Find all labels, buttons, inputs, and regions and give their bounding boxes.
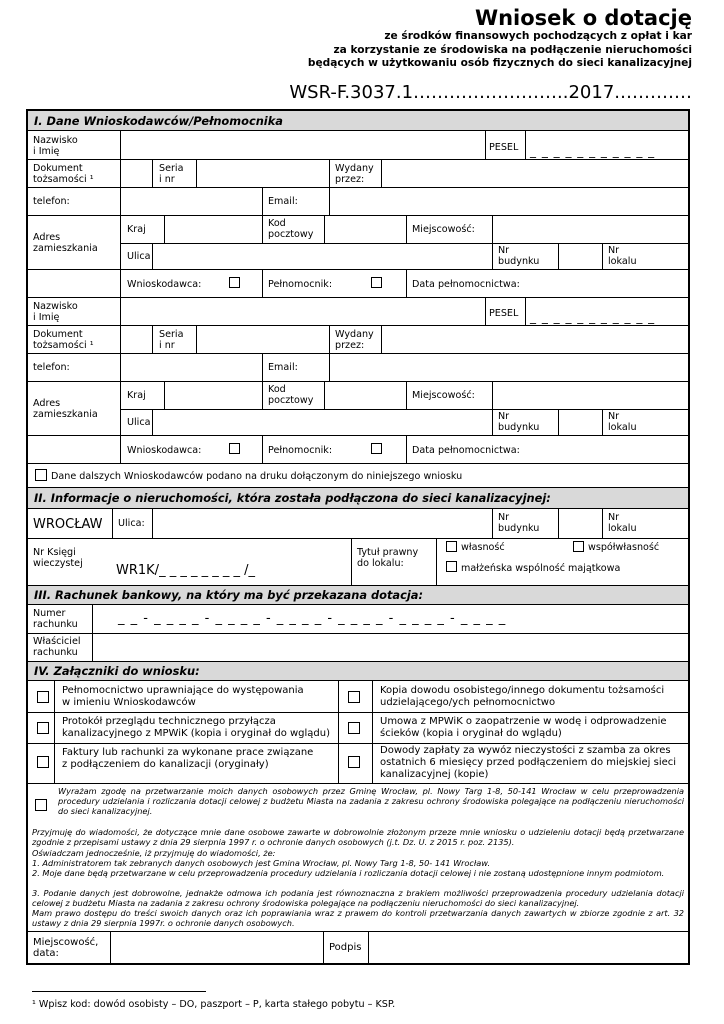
id-series-label: Seria i nr <box>159 163 184 185</box>
more-applicants-checkbox[interactable] <box>35 469 47 481</box>
name-label: Nazwisko i Imię <box>33 301 78 323</box>
section-1-header: I. Dane Wnioskodawców/Pełnomocnika <box>28 111 688 131</box>
id-series-label: Seria i nr <box>159 329 184 351</box>
id-issued-by-label: Wydany przez: <box>335 329 374 351</box>
ownership-label: własność <box>461 542 505 553</box>
name-label: Nazwisko i Imię <box>33 135 78 157</box>
section-3-header: III. Rachunek bankowy, na który ma być przekazana dotacja: <box>28 585 688 605</box>
attachment-4-checkbox[interactable] <box>348 691 360 703</box>
consent-checkbox[interactable] <box>35 799 47 811</box>
attachment-6-checkbox[interactable] <box>348 756 360 768</box>
legal-title-label: Tytuł prawny do lokalu: <box>357 547 419 569</box>
pesel-field[interactable]: _ _ _ _ _ _ _ _ _ _ _ <box>530 144 656 158</box>
attachment-1-label: Pełnomocnictwo uprawniające do występowania w imieniu Wnioskodawców <box>62 685 304 708</box>
application-form <box>26 109 690 965</box>
proxy-date-label: Data pełnomocnictwa: <box>412 445 520 456</box>
property-street-label: Ulica: <box>118 518 145 529</box>
email-label: Email: <box>268 362 298 373</box>
attachment-5-label: Umowa z MPWiK o zaopatrzenie w wodę i odprowadzenie ścieków (kopia i oryginał do wglądu) <box>380 716 667 739</box>
building-no-label: Nr budynku <box>498 411 540 433</box>
pesel-field[interactable]: _ _ _ _ _ _ _ _ _ _ _ <box>530 310 656 324</box>
attachment-2-checkbox[interactable] <box>37 722 49 734</box>
section-2-header: II. Informacje o nieruchomości, która została podłączona do sieci kanalizacyjnej: <box>28 487 688 509</box>
attachment-6-label: Dowody zapłaty za wywóz nieczystości z szamba za okres ostatnich 6 miesięcy przed podłączeniem do miejskiej sieci kanalizacyjnej (kopie) <box>380 745 677 780</box>
data-info-point-2: 2. Moje dane będą przetwarzane w celu przeprowadzenia procedury udzielania i rozliczania dotacji celowej i nie zostaną udostępnione innym podmiotom. <box>32 868 665 878</box>
proxy-role-label: Pełnomocnik: <box>268 279 333 290</box>
header-line-2: za korzystanie ze środowiska na podłączenie nieruchomości <box>333 44 692 56</box>
proxy-date-label: Data pełnomocnictwa: <box>412 279 520 290</box>
account-owner-label: Właściciel rachunku <box>33 636 81 658</box>
attachment-2-label: Protokół przeglądu technicznego przyłącza kanalizacyjnego z MPWiK (kopia i oryginał do wglądu) <box>62 716 331 739</box>
proxy-checkbox[interactable] <box>371 277 382 288</box>
country-label: Kraj <box>127 390 146 401</box>
data-info-statement: Oświadczam jednocześnie, iż przyjmuję do wiadomości, że: <box>32 848 276 858</box>
street-label: Ulica <box>127 417 151 428</box>
land-register-field[interactable]: WR1K/_ _ _ _ _ _ _ _ /_ <box>116 563 256 578</box>
phone-label: telefon: <box>33 196 70 207</box>
applicant-role-label: Wnioskodawca: <box>127 279 202 290</box>
place-date-label: Miejscowość, data: <box>33 937 99 959</box>
property-apartment-no-label: Nr lokalu <box>608 512 637 534</box>
header-line-1: ze środków finansowych pochodzących z opłat i kar <box>384 30 692 42</box>
attachment-3-checkbox[interactable] <box>37 756 49 768</box>
ownership-checkbox[interactable] <box>446 541 457 552</box>
address-label: Adres zamieszkania <box>33 232 98 254</box>
co-ownership-label: współwłasność <box>588 542 660 553</box>
postal-code-label: Kod pocztowy <box>268 384 314 406</box>
postal-code-label: Kod pocztowy <box>268 218 314 240</box>
section-4-header: IV. Załączniki do wniosku: <box>28 661 688 681</box>
attachment-1-checkbox[interactable] <box>37 691 49 703</box>
property-building-no-label: Nr budynku <box>498 512 540 534</box>
signature-label: Podpis <box>329 942 362 953</box>
account-number-field[interactable]: _ _ - _ _ _ _ - _ _ _ _ - _ _ _ _ - _ _ _ _ - _ _ _ _ - _ _ _ _ <box>118 611 507 626</box>
reference-number: WSR-F.3037.1……………………..2017.………… <box>289 82 692 103</box>
email-label: Email: <box>268 196 298 207</box>
address-label: Adres zamieszkania <box>33 398 98 420</box>
building-no-label: Nr budynku <box>498 245 540 267</box>
marital-property-label: małżeńska wspólność majątkowa <box>461 563 621 574</box>
attachment-3-label: Faktury lub rachunki za wykonane prace związane z podłączeniem do kanalizacji (oryginały) <box>62 747 314 770</box>
id-document-label: Dokument tożsamości ¹ <box>33 329 94 351</box>
id-issued-by-label: Wydany przez: <box>335 163 374 185</box>
more-applicants-label: Dane dalszych Wnioskodawców podano na druku dołączonym do niniejszego wniosku <box>51 471 463 482</box>
applicant-role-label: Wnioskodawca: <box>127 445 202 456</box>
city-label: Miejscowość: <box>412 390 475 401</box>
pesel-label: PESEL <box>489 142 519 153</box>
data-info-point-1: 1. Administratorem tak zebranych danych osobowych jest Gmina Wrocław, pl. Nowy Targ 1-8, 50- 141 Wrocław. <box>32 858 491 868</box>
header-line-3: będących w użytkowaniu osób fizycznych do sieci kanalizacyjnej <box>307 57 692 69</box>
pesel-label: PESEL <box>489 308 519 319</box>
street-label: Ulica <box>127 251 151 262</box>
co-ownership-checkbox[interactable] <box>573 541 584 552</box>
attachment-5-checkbox[interactable] <box>348 722 360 734</box>
footnote-divider <box>32 991 206 992</box>
city-label: Miejscowość: <box>412 224 475 235</box>
property-city: WROCŁAW <box>33 517 103 532</box>
attachment-4-label: Kopia dowodu osobistego/innego dokumentu tożsamości udzielającego/ych pełnomocnictwo <box>380 685 665 708</box>
id-document-label: Dokument tożsamości ¹ <box>33 163 94 185</box>
footnote: ¹ Wpisz kod: dowód osobisty – DO, paszport – P, karta stałego pobytu – KSP. <box>32 999 396 1010</box>
apartment-no-label: Nr lokalu <box>608 245 637 267</box>
applicant-checkbox[interactable] <box>229 277 240 288</box>
data-access-rights: Mam prawo dostępu do treści swoich danych oraz ich poprawiania wraz z prawem do kontroli przetwarzania danych zawartych w zbiorze zgodnie z art. 32 ustawy z dnia 29 sierpnia 1997r. o ochronie danych osobowych. <box>32 908 684 928</box>
proxy-checkbox[interactable] <box>371 443 382 454</box>
country-label: Kraj <box>127 224 146 235</box>
marital-property-checkbox[interactable] <box>446 561 457 572</box>
data-info-point-3: 3. Podanie danych jest dobrowolne, jednakże odmowa ich podania jest równoznaczna z brakiem możliwości przeprowadzenia procedury udzielania dotacji celowej z budżetu Miasta na zadania z zakresu ochrony środowiska polegające na podłączeniu nieruchomości do sieci kanalizacyjnej. <box>32 888 684 908</box>
land-register-label: Nr Księgi wieczystej <box>33 547 83 569</box>
phone-label: telefon: <box>33 362 70 373</box>
proxy-role-label: Pełnomocnik: <box>268 445 333 456</box>
consent-text: Wyrażam zgodę na przetwarzanie moich danych osobowych przez Gminę Wrocław, pl. Nowy Targ 1-8, 50-141 Wrocław w celu przeprowadzenia procedury udzielania i rozliczania dotacji celowej z budżetu Miasta na zadania z zakresu ochrony środowiska polegające na podłączeniu nieruchomości do sieci kanalizacyjnej. <box>58 786 684 816</box>
account-number-label: Numer rachunku <box>33 608 78 630</box>
document-title: Wniosek o dotację <box>474 6 692 30</box>
data-info-intro: Przyjmuję do wiadomości, że dotyczące mnie dane osobowe zawarte w dobrowolnie złożonym przeze mnie wniosku o udzieleniu dotacji będą przetwarzane zgodnie z przepisami ustawy z dnia 29 sierpnia 1997 r. o ochronie danych osobowych (j.t. Dz. U. z 2015 r. poz. 2135). <box>32 827 684 847</box>
apartment-no-label: Nr lokalu <box>608 411 637 433</box>
applicant-checkbox[interactable] <box>229 443 240 454</box>
